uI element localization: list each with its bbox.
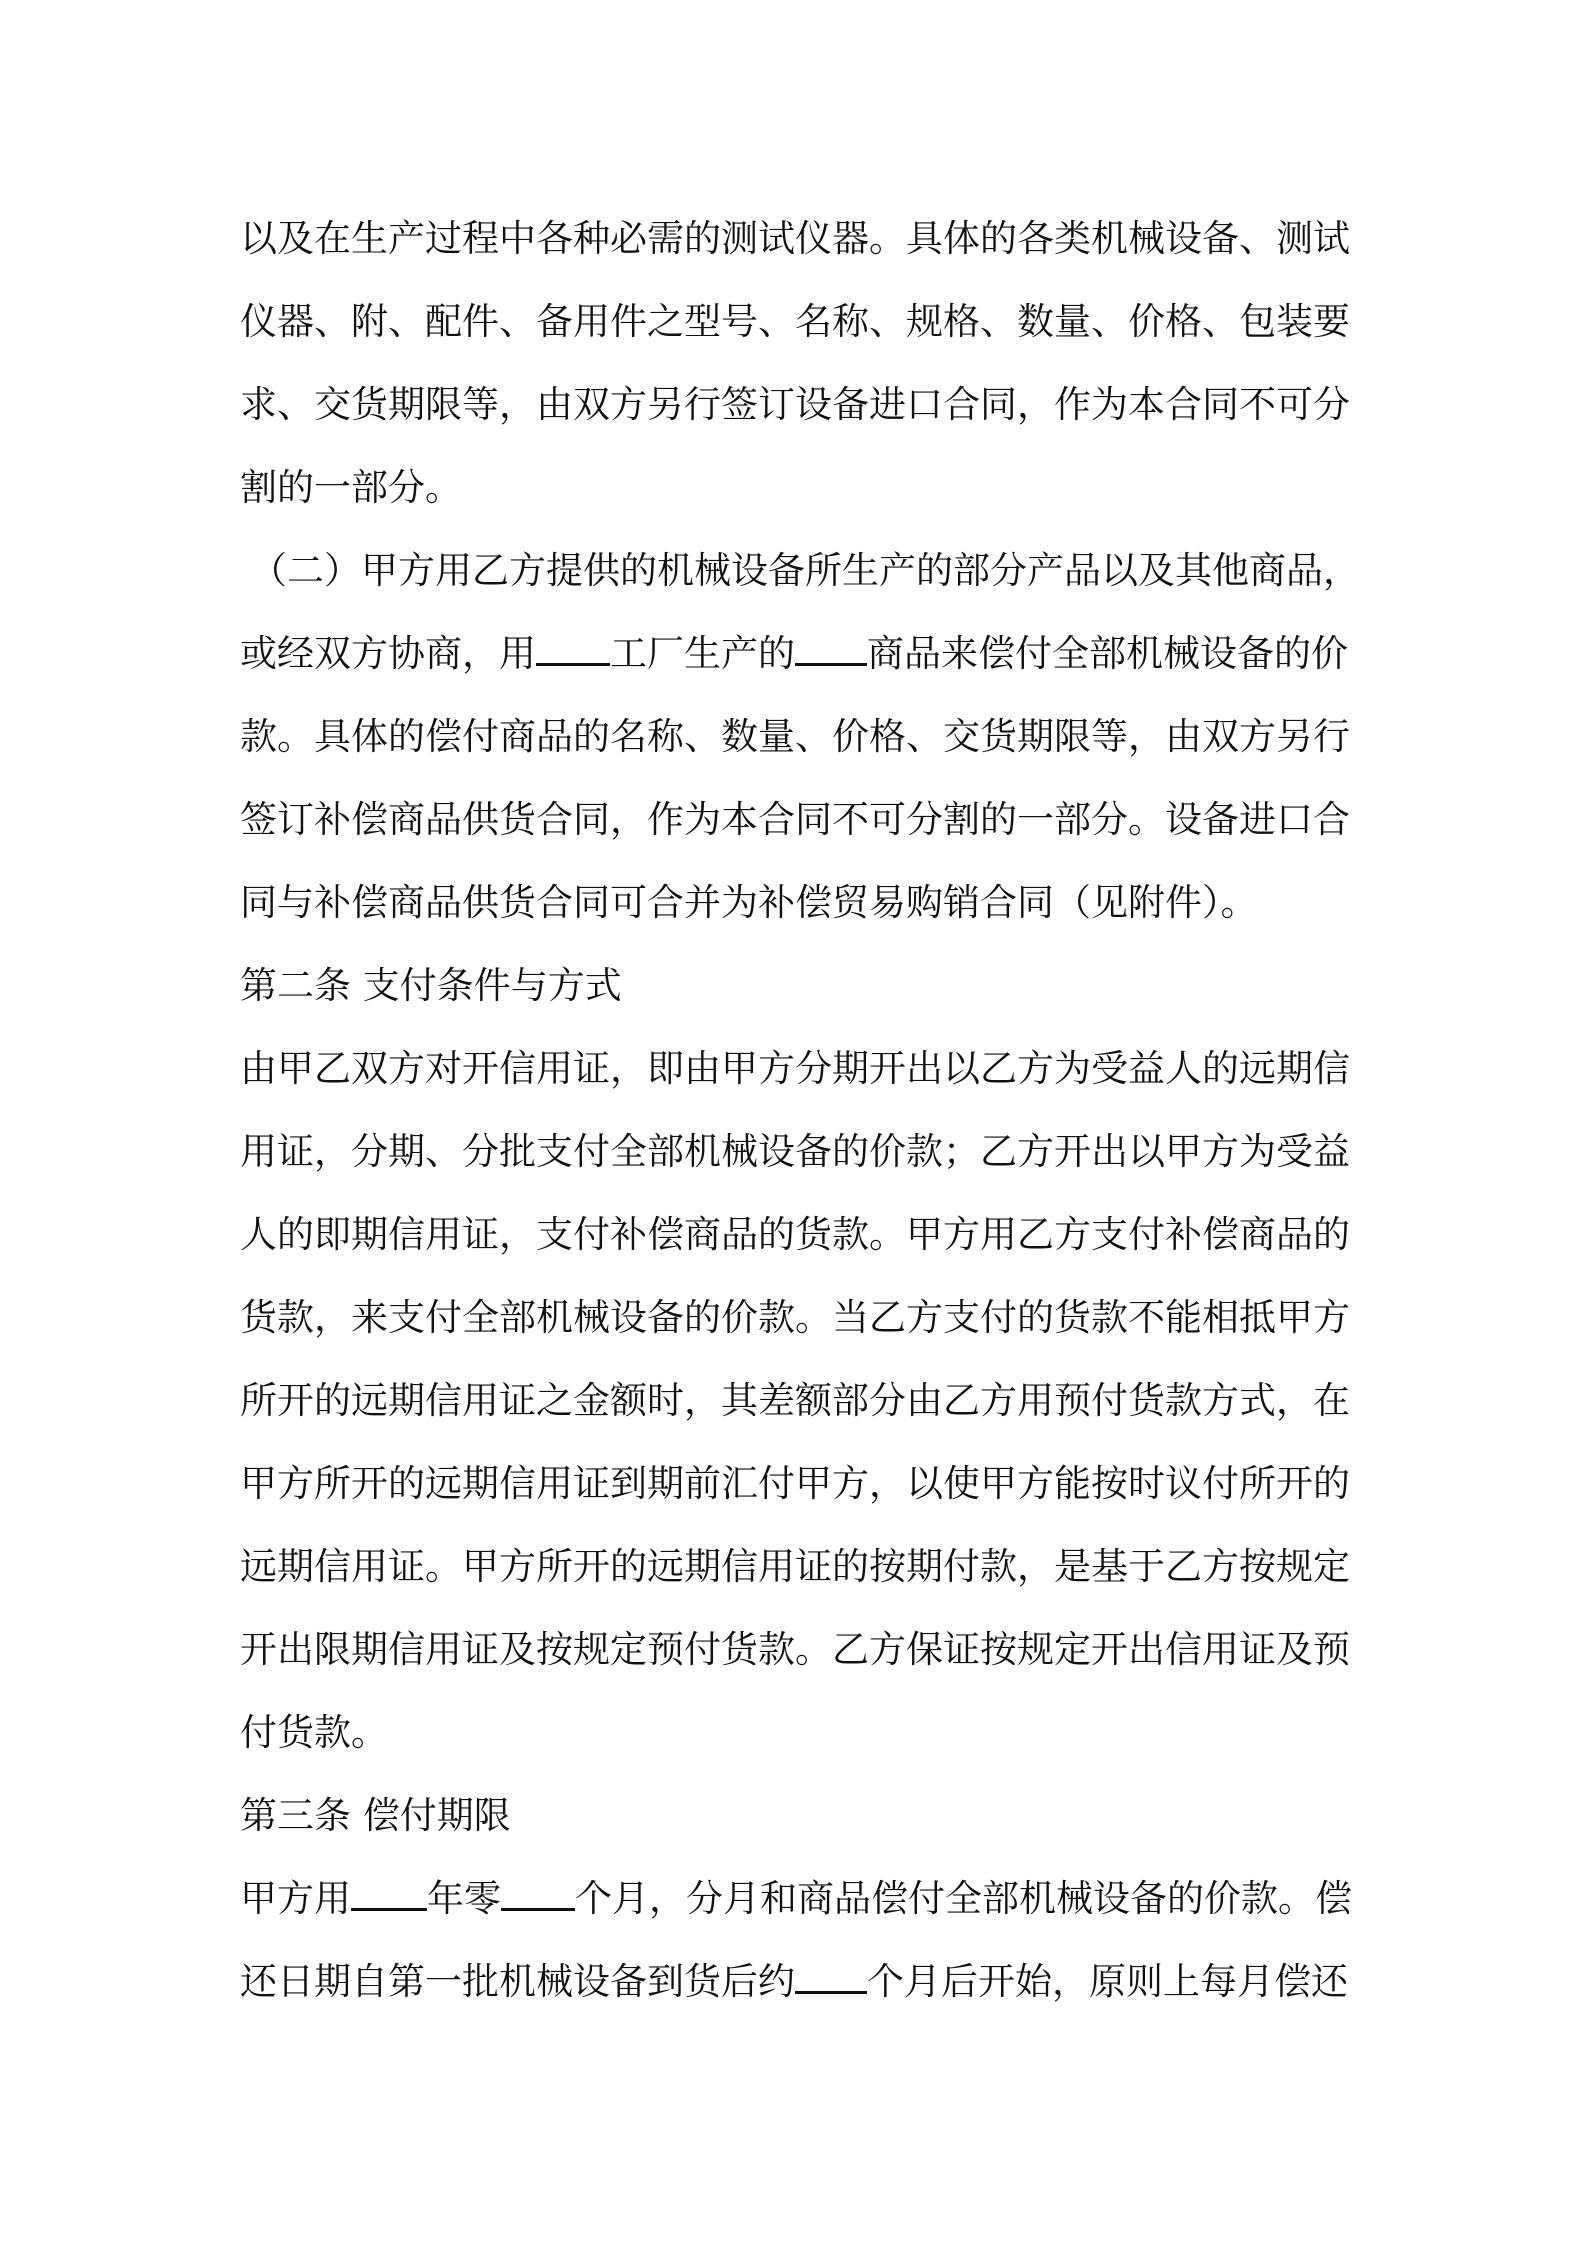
document-body <box>240 197 1360 2023</box>
text-line: 割的一部分。 <box>240 466 462 509</box>
text-segment: 年零 <box>427 1877 501 1920</box>
text-line: 货款，来支付全部机械设备的价款。当乙方支付的货款不能相抵甲方 <box>240 1296 1350 1339</box>
text-line: 人的即期信用证，支付补偿商品的货款。甲方用乙方支付补偿商品的 <box>240 1213 1350 1256</box>
text-segment: 个月后开始，原则上每月偿还 <box>867 1960 1348 2003</box>
text-line: （二）甲方用乙方提供的机械设备所生产的部分产品以及其他商品， <box>250 549 1360 592</box>
text-line: 签订补偿商品供货合同，作为本合同不可分割的一部分。设备进口合 <box>240 798 1350 841</box>
section-heading: 第二条 支付条件与方式 <box>240 964 622 1007</box>
text-line: 款。具体的偿付商品的名称、数量、价格、交货期限等，由双方另行 <box>240 715 1350 758</box>
text-segment: 还日期自第一批机械设备到货后约 <box>240 1960 795 2003</box>
text-line: 仪器、附、配件、备用件之型号、名称、规格、数量、价格、包装要 <box>240 300 1350 343</box>
fill-in-blank <box>351 1878 427 1911</box>
text-line: 所开的远期信用证之金额时，其差额部分由乙方用预付货款方式，在 <box>240 1379 1350 1422</box>
text-line: 开出限期信用证及按规定预付货款。乙方保证按规定开出信用证及预 <box>240 1628 1350 1671</box>
fill-in-blank <box>501 1878 575 1911</box>
text-line: 远期信用证。甲方所开的远期信用证的按期付款，是基于乙方按规定 <box>240 1545 1350 1588</box>
text-segment: 商品来偿付全部机械设备的价 <box>867 632 1348 675</box>
text-line: 求、交货期限等，由双方另行签订设备进口合同，作为本合同不可分 <box>240 383 1350 426</box>
text-line: 用证，分期、分批支付全部机械设备的价款；乙方开出以甲方为受益 <box>240 1130 1350 1173</box>
text-line-with-blanks <box>240 1940 1355 2023</box>
text-line: 甲方所开的远期信用证到期前汇付甲方，以使甲方能按时议付所开的 <box>240 1462 1350 1505</box>
text-segment: 甲方用 <box>240 1877 351 1920</box>
text-line: 由甲乙双方对开信用证，即由甲方分期开出以乙方为受益人的远期信 <box>240 1047 1350 1090</box>
text-segment: 或经双方协商，用 <box>240 632 536 675</box>
section-heading: 第三条 偿付期限 <box>240 1794 511 1837</box>
text-line: 付货款。 <box>240 1711 388 1754</box>
fill-in-blank <box>795 633 867 666</box>
text-line: 以及在生产过程中各种必需的测试仪器。具体的各类机械设备、测试 <box>240 217 1350 260</box>
text-segment: 工厂生产的 <box>610 632 795 675</box>
text-line-with-blanks <box>240 612 1355 695</box>
fill-in-blank <box>536 633 610 666</box>
text-line-with-blanks <box>240 1857 1355 1940</box>
fill-in-blank <box>795 1961 867 1994</box>
text-segment: 个月，分月和商品偿付全部机械设备的价款。偿 <box>575 1877 1352 1920</box>
text-line: 同与补偿商品供货合同可合并为补偿贸易购销合同（见附件）。 <box>240 881 1258 924</box>
